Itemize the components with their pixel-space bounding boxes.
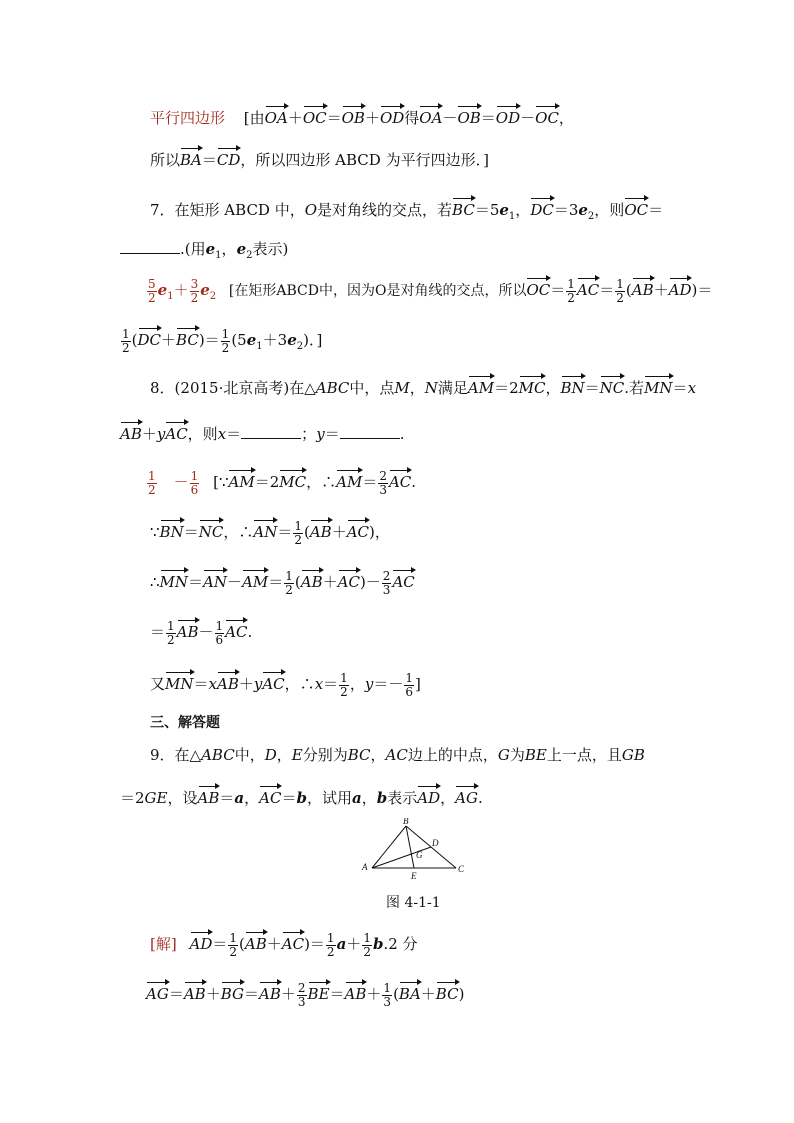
q7-solution-line2: $\frac{1}{2}$ (DC＋BC)＝ $\frac{1}{2}$ $(5e_1+3e_2)$．] bbox=[122, 326, 323, 355]
q6-answer: 平行四边形 bbox=[150, 109, 226, 127]
q8-question: 8．(2015·北京高考)在△ABC中，点M，N满足AM＝2MC，BN＝NC.若MN＝x bbox=[150, 374, 696, 399]
triangle-figure bbox=[360, 818, 470, 882]
label-g: G bbox=[416, 850, 423, 860]
q7-question: 7．在矩形 ABCD 中，O是对角线的交点，若$BC=5e_1$，$DC=3e_2$，则OC＝ bbox=[150, 196, 663, 228]
q8-solution-3: ∴MN＝AN－AM＝ $\frac{1}{2}$ (AB＋AC)－ $\frac{2}{3}$ AC bbox=[150, 568, 415, 597]
q9-question-line2: ＝2GE，设AB＝a，AC＝b，试用a，b表示AD，AG. bbox=[120, 784, 483, 809]
q8-solution-2: ∵BN＝NC，∴AN＝ $\frac{1}{2}$ (AB＋AC)， bbox=[150, 518, 390, 547]
q8-question-line2: AB＋yAC，则x＝ ；y＝ . bbox=[120, 420, 404, 445]
label-c: C bbox=[458, 864, 465, 874]
q7-question-line2: .(用$e_1$，$e_2$表示) bbox=[120, 238, 288, 267]
label-a: A bbox=[362, 862, 368, 872]
q8-solution-4: ＝ $\frac{1}{2}$ AB－ $\frac{1}{6}$ AC. bbox=[150, 618, 253, 647]
q7-blank bbox=[120, 239, 180, 254]
q6-answer-line2: 所以BA＝CD，所以四边形 ABCD 为平行四边形．] bbox=[150, 146, 489, 171]
q8-solution-1: $\frac{1}{2}$ － $\frac{1}{6}$ [∵AM＝2MC，∴AM＝ $\frac{2}{3}$ AC. bbox=[148, 468, 417, 497]
label-e: E bbox=[411, 871, 417, 881]
q6-answer-line: 平行四边形 [由OA＋OC＝OB＋OD得OA－OB＝OD－OC， bbox=[150, 104, 574, 129]
jie-label: [解] bbox=[150, 935, 177, 953]
q8-blank-y bbox=[340, 424, 400, 439]
label-b: B bbox=[403, 818, 409, 826]
label-d: D bbox=[432, 838, 439, 848]
figure-caption: 图 4-1-1 bbox=[386, 895, 441, 911]
q9-solution-2: AG＝AB＋BG＝AB＋ $\frac{2}{3}$ BE＝AB＋ $\frac{1}{3}$ (BA＋BC) bbox=[146, 980, 465, 1009]
q8-solution-5: 又MN＝xAB＋yAC，∴x＝ $\frac{1}{2}$ ，y＝－ $\frac{1}{6}$ ] bbox=[150, 670, 421, 699]
q9-question: 9．在△ABC中，D，E分别为BC，AC边上的中点，G为BE上一点，且GB bbox=[150, 746, 645, 764]
q9-solution-1: [解] AD＝ $\frac{1}{2}$ (AB＋AC)＝ $\frac{1}{2}$ a＋ $\frac{1}{2}$ b.2 分 bbox=[150, 930, 418, 959]
q8-blank-x bbox=[241, 424, 301, 439]
q7-solution: $\frac{5}{2}$ $e_1+$ $\frac{3}{2}$ $e_2$ [在矩形ABCD中，因为O是对角线的交点，所以OC＝ $\frac{1}{2}$ AC＝ $\frac{1}{2}$ (AB＋AD)＝ bbox=[148, 276, 713, 305]
section-heading: 三、解答题 bbox=[150, 715, 220, 731]
